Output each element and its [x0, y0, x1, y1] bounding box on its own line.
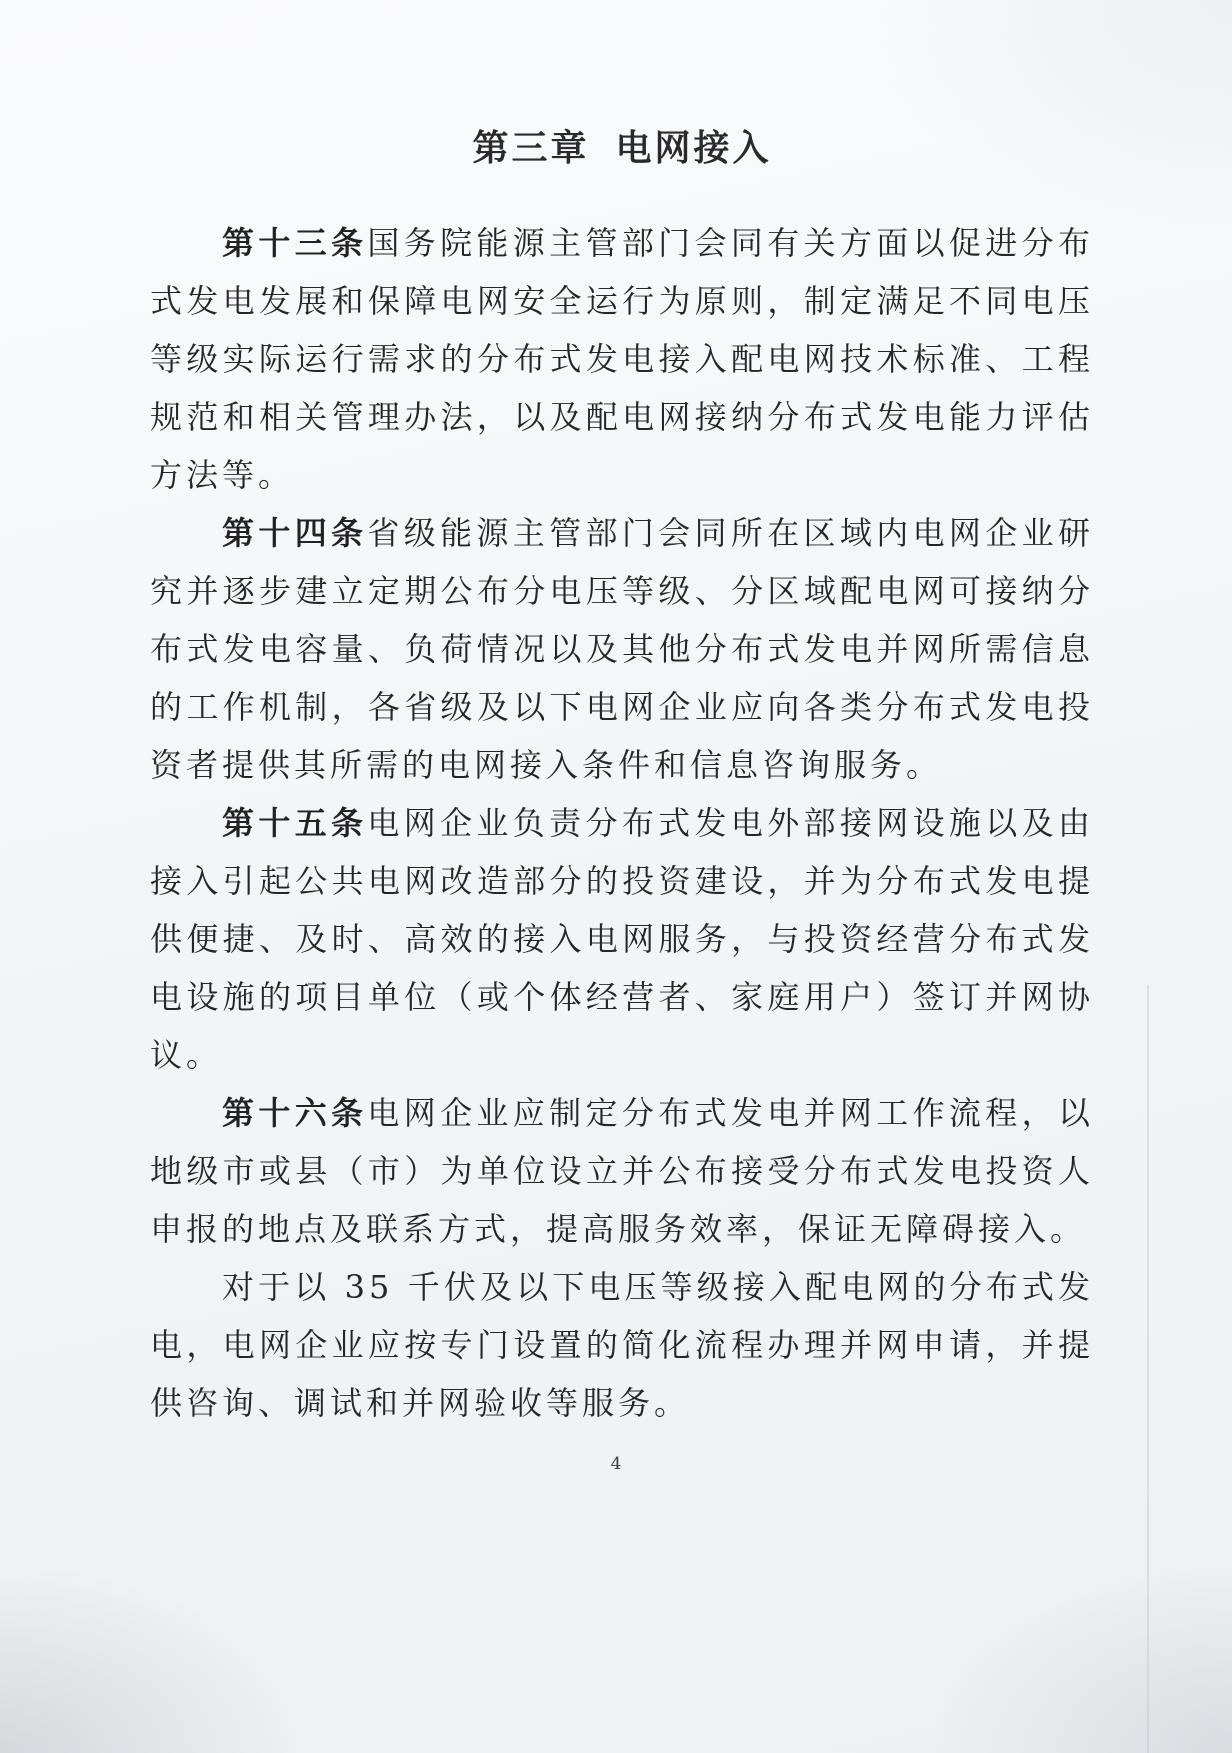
text-block	[150, 0, 1094, 1432]
article-16-text: 电网企业应制定分布式发电并网工作流程，以地级市或县（市）为单位设立并公布接受分布式发电投资人申报的地点及联系方式，提高服务效率，保证无障碍接入。	[150, 1094, 1094, 1248]
page-number: 4	[610, 1454, 622, 1474]
paragraph-35kv-text: 对于以 35 千伏及以下电压等级接入配电网的分布式发电，电网企业应按专门设置的简化流程办理并网申请，并提供咨询、调试和并网验收等服务。	[150, 1268, 1094, 1422]
article-15-paragraph	[150, 794, 1094, 1084]
article-body	[150, 214, 1094, 1432]
article-14-label: 第十四条	[222, 515, 368, 551]
article-13-paragraph	[150, 214, 1094, 504]
article-13-text: 国务院能源主管部门会同有关方面以促进分布式发电发展和保障电网安全运行为原则，制定满足不同电压等级实际运行需求的分布式发电接入配电网技术标准、工程规范和相关管理办法，以及配电网接纳分布式发电能力评估方法等。	[150, 224, 1094, 494]
article-14-text: 省级能源主管部门会同所在区域内电网企业研究并逐步建立定期公布分电压等级、分区域配电网可接纳分布式发电容量、负荷情况以及其他分布式发电并网所需信息的工作机制，各省级及以下电网企业应向各类分布式发电投资者提供其所需的电网接入条件和信息咨询服务。	[150, 514, 1094, 784]
chapter-title: 第三章 电网接入	[472, 127, 772, 168]
article-16-paragraph	[150, 1084, 1094, 1258]
paragraph-35kv-simplified-process	[150, 1258, 1094, 1432]
article-16-label: 第十六条	[222, 1095, 368, 1131]
article-13-label: 第十三条	[222, 225, 368, 261]
article-14-paragraph	[150, 504, 1094, 794]
scan-artifact-line	[1147, 985, 1149, 1753]
article-15-label: 第十五条	[222, 805, 368, 841]
article-15-text: 电网企业负责分布式发电外部接网设施以及由接入引起公共电网改造部分的投资建设，并为分布式发电提供便捷、及时、高效的接入电网服务，与投资经营分布式发电设施的项目单位（或个体经营者、家庭用户）签订并网协议。	[150, 804, 1094, 1074]
